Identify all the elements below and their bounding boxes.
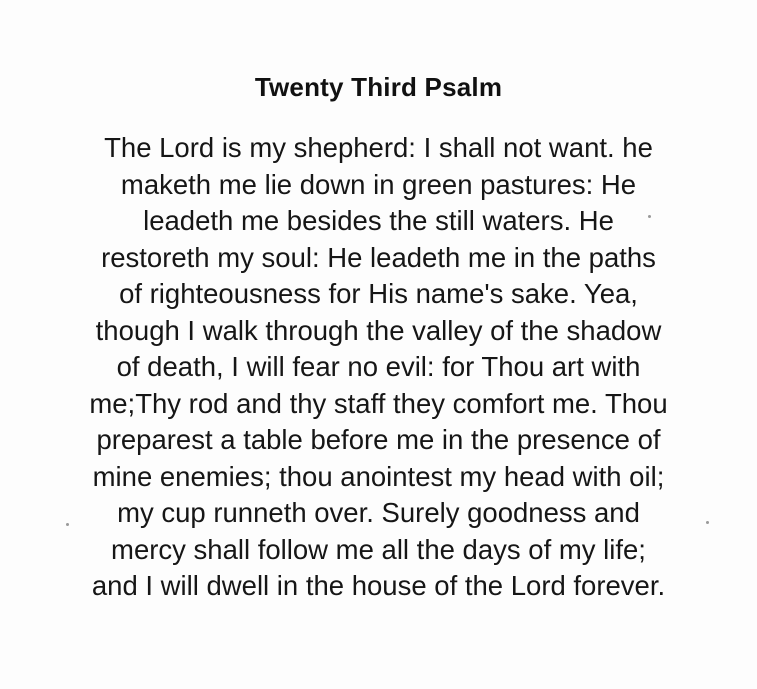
text-line: mercy shall follow me all the days of my life; bbox=[111, 533, 646, 565]
scan-speck bbox=[66, 523, 69, 526]
text-line: my cup runneth over. Surely goodness and bbox=[117, 497, 640, 528]
scan-speck bbox=[706, 521, 709, 524]
text-line: restoreth my soul: He leadeth me in the paths bbox=[101, 241, 656, 273]
text-line: of righteousness for His name's sake. Yea, bbox=[119, 278, 638, 309]
text-line: me;Thy rod and thy staff they comfort me. Thou bbox=[89, 387, 668, 419]
text-line: maketh me lie down in green pastures: He bbox=[120, 168, 637, 200]
text-line: leadeth me besides the still waters. He bbox=[143, 205, 614, 236]
text-line: The Lord is my shepherd: I shall not want. he bbox=[104, 132, 653, 163]
scan-speck bbox=[648, 215, 651, 218]
page-title: Twenty Third Psalm bbox=[254, 72, 503, 102]
text-line: of death, I will fear no evil: for Thou art with bbox=[116, 351, 641, 382]
text-line: and I will dwell in the house of the Lord forever. bbox=[91, 570, 666, 601]
text-line: though I walk through the valley of the shadow bbox=[95, 314, 662, 346]
text-line: mine enemies; thou anointest my head with oil; bbox=[92, 460, 665, 492]
psalm-text bbox=[20, 130, 737, 605]
text-line: preparest a table before me in the presence of bbox=[96, 424, 661, 455]
